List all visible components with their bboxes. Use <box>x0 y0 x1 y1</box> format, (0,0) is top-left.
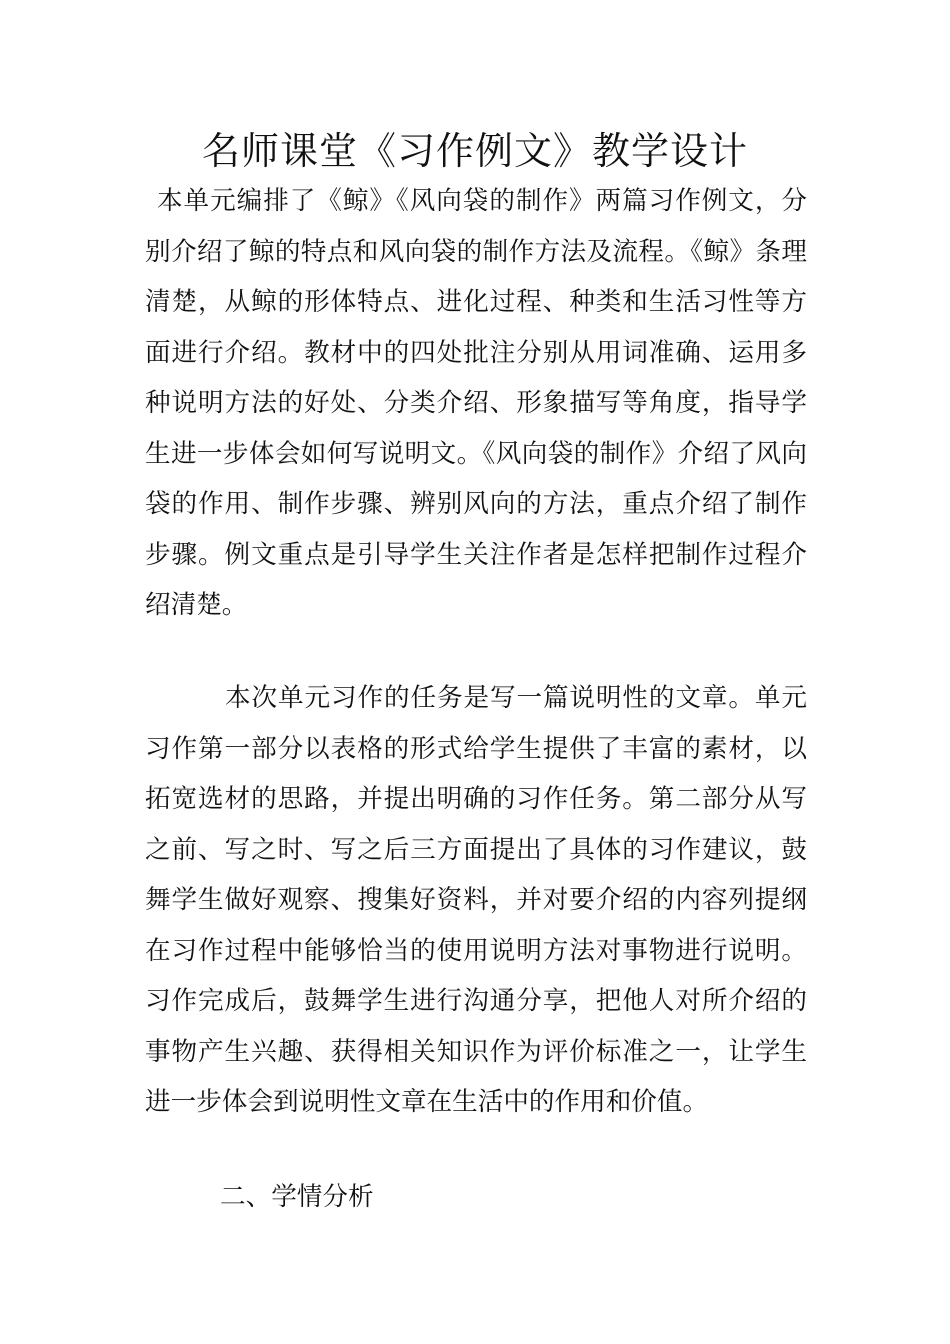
paragraph-writing-task: 本次单元习作的任务是写一篇说明性的文章。单元习作第一部分以表格的形式给学生提供了丰富的素材，以拓宽选材的思路，并提出明确的习作任务。第二部分从写之前、写之时、写之后三方面提出了具体的习作建议，鼓舞学生做好观察、搜集好资料，并对要介绍的内容列提纲在习作过程中能够恰当的使用说明方法对事物进行说明。习作完成后，鼓舞学生进行沟通分享，把他人对所介绍的事物产生兴趣、获得相关知识作为评价标准之一，让学生进一步体会到说明性文章在生活中的作用和价值。 <box>145 683 807 1117</box>
document-title: 名师课堂《习作例文》教学设计 <box>201 129 748 173</box>
paragraph-unit-overview: 本单元编排了《鲸》《风向袋的制作》两篇习作例文，分别介绍了鲸的特点和风向袋的制作方法及流程。《鲸》条理清楚，从鲸的形体特点、进化过程、种类和生活习性等方面进行介绍。教材中的四处批注分别从用词准确、运用多种说明方法的好处、分类介绍、形象描写等角度，指导学生进一步体会如何写说明文。《风向袋的制作》介绍了风向袋的作用、制作步骤、辨别风向的方法，重点介绍了制作步骤。例文重点是引导学生关注作者是怎样把制作过程介绍清楚。 <box>145 186 807 620</box>
section-heading-student-analysis: 二、学情分析 <box>220 1182 374 1212</box>
